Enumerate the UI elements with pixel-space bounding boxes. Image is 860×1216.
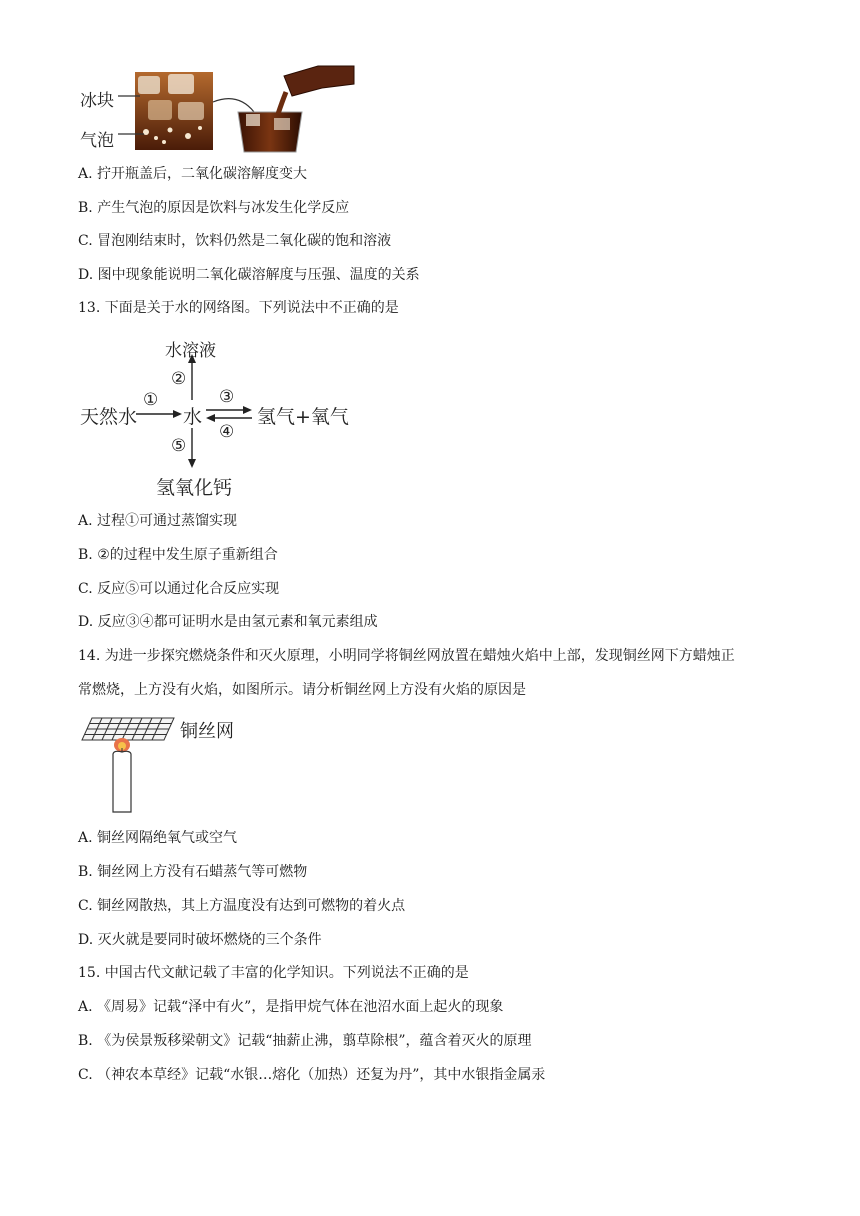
q14-option-a: A. 铜丝网隔绝氧气或空气 bbox=[78, 830, 238, 846]
num-5: ⑤ bbox=[171, 436, 187, 456]
q12-option-b: B. 产生气泡的原因是饮料与冰发生化学反应 bbox=[78, 200, 350, 216]
q14-stem-line2: 常燃烧，上方没有火焰，如图所示。请分析铜丝网上方没有火焰的原因是 bbox=[78, 682, 526, 698]
node-solution: 水溶液 bbox=[165, 341, 216, 361]
q14-option-c: C. 铜丝网散热，其上方温度没有达到可燃物的着火点 bbox=[78, 898, 406, 914]
q13-option-c: C. 反应⑤可以通过化合反应实现 bbox=[78, 581, 280, 597]
q15-option-a: A. 《周易》记载“泽中有火”，是指甲烷气体在池沼水面上起火的现象 bbox=[78, 999, 504, 1015]
q13-stem: 13. 下面是关于水的网络图。下列说法中不正确的是 bbox=[78, 300, 399, 316]
node-calcium-hydroxide: 氢氧化钙 bbox=[156, 477, 233, 499]
copper-mesh-label: 铜丝网 bbox=[180, 721, 234, 742]
q13-option-d: D. 反应③④都可证明水是由氢元素和氧元素组成 bbox=[78, 614, 378, 630]
q14-stem-line1: 14. 为进一步探究燃烧条件和灭火原理，小明同学将铜丝网放置在蜡烛火焰中上部，发现铜丝网下方蜡烛正 bbox=[78, 648, 735, 664]
num-3: ③ bbox=[219, 387, 235, 407]
ice-label: 冰块 bbox=[80, 91, 114, 111]
node-water: 水 bbox=[183, 406, 203, 428]
q15-option-b: B. 《为侯景叛移梁朝文》记载“抽薪止沸，翦草除根”，蕴含着灭火的原理 bbox=[78, 1033, 532, 1049]
q14-option-d: D. 灭火就是要同时破坏燃烧的三个条件 bbox=[78, 932, 322, 948]
q13-option-a: A. 过程①可通过蒸馏实现 bbox=[78, 513, 238, 529]
soda-figure bbox=[78, 62, 358, 154]
q12-option-c: C. 冒泡刚结束时，饮料仍然是二氧化碳的饱和溶液 bbox=[78, 233, 392, 249]
q14-option-b: B. 铜丝网上方没有石蜡蒸气等可燃物 bbox=[78, 864, 308, 880]
q13-option-b: B. ②的过程中发生原子重新组合 bbox=[78, 547, 278, 563]
candle-illustration bbox=[78, 712, 188, 816]
num-4: ④ bbox=[219, 422, 235, 442]
node-natural-water: 天然水 bbox=[80, 406, 138, 428]
candle-mesh-figure bbox=[78, 712, 188, 816]
q15-stem: 15. 中国古代文献记载了丰富的化学知识。下列说法不正确的是 bbox=[78, 965, 469, 981]
num-1: ① bbox=[143, 390, 159, 410]
num-2: ② bbox=[171, 369, 187, 389]
q12-option-d: D. 图中现象能说明二氧化碳溶解度与压强、温度的关系 bbox=[78, 267, 420, 283]
q12-option-a: A. 拧开瓶盖后，二氧化碳溶解度变大 bbox=[78, 166, 308, 182]
q15-option-c: C. （神农本草经》记载“水银…熔化（加热）还复为丹”，其中水银指金属汞 bbox=[78, 1067, 546, 1083]
node-hydrogen-oxygen: 氢气+氧气 bbox=[257, 406, 349, 428]
bubble-label: 气泡 bbox=[80, 131, 114, 151]
soda-illustration bbox=[78, 62, 358, 154]
